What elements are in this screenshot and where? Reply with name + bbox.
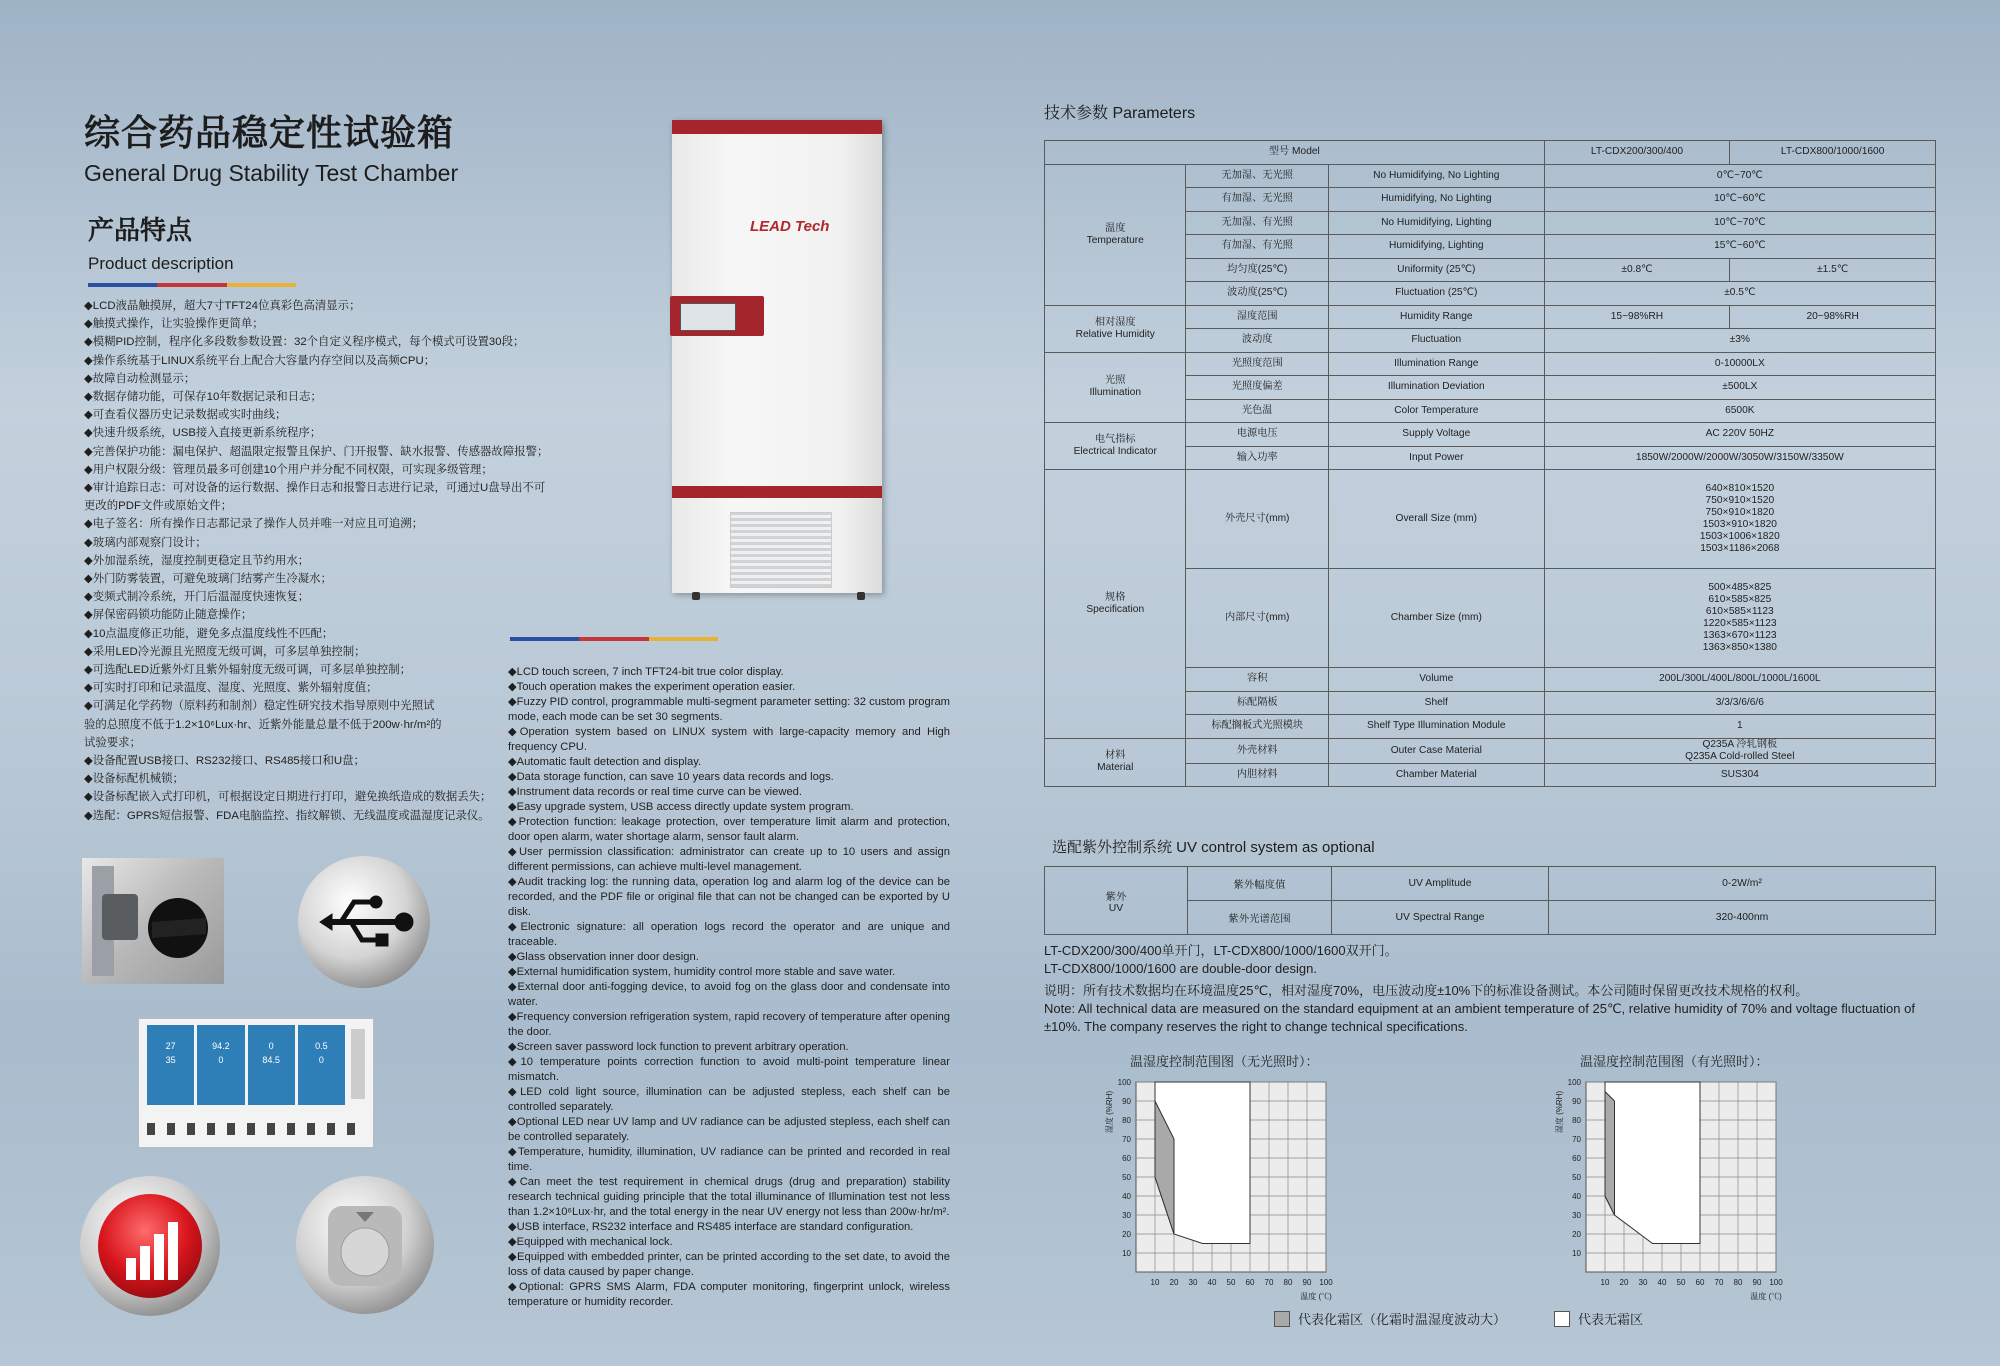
group-cell [1045,352,1186,423]
table-row [1045,352,1936,376]
control-panel [670,296,764,336]
humidity-temperature-chart-light [1548,1072,1788,1302]
param-value: ±500LX [1544,376,1935,400]
feature-item-en: ◆Audit tracking log: the running data, operation log and alarm log of the device can be recorded, and the PDF file or original file that can not be changed can be exported by U disk. [508,876,950,918]
y-tick-label: 60 [1122,1154,1131,1163]
feature-item-cn: ◆可查看仪器历史记录数据或实时曲线； [84,409,287,422]
model-label: 型号 Model [1045,141,1545,165]
feature-item-en: ◆Operation system based on LINUX system with large-capacity memory and High frequency CPU. [508,726,950,753]
stripe-yellow [227,283,296,287]
door-note-cn: LT-CDX200/300/400单开门，LT-CDX800/1000/1600双开门。 [1044,943,1398,958]
feature-item-en: ◆Temperature, humidity, illumination, UV radiance can be printed and recorded in real time. [508,1146,950,1173]
group-name-cn: 规格 [1105,591,1126,603]
x-tick-label: 100 [1319,1278,1333,1287]
y-tick-label: 40 [1572,1192,1581,1201]
x-tick-label: 50 [1226,1278,1236,1287]
mechanical-lock-icon [82,858,224,984]
x-axis-label: 温度 (℃) [1300,1292,1332,1301]
group-name-en: Temperature [1086,234,1144,246]
feature-item-en: ◆Data storage function, can save 10 years data records and logs. [508,771,834,783]
group-name-cn: 材料 [1105,750,1126,762]
param-value: ±0.8℃ [1544,258,1730,282]
param-name-cn: 标配隔板 [1186,691,1328,715]
feature-item-en: ◆LCD touch screen, 7 inch TFT24-bit true color display. [508,666,784,678]
y-tick-label: 50 [1572,1173,1581,1182]
screen-readouts [147,1025,345,1105]
notes [1044,942,1944,1036]
param-name-en: Humidifying, No Lighting [1328,188,1544,212]
param-name-cn: 光色温 [1186,399,1328,423]
feature-item-en: ◆Optional: GPRS SMS Alarm, FDA computer monitoring, fingerprint unlock, wireless temperature or humidity recorder. [508,1281,950,1308]
param-name-en: Shelf [1328,691,1544,715]
table-row [1045,305,1936,329]
param-name-en: Humidifying, Lighting [1328,235,1544,259]
param-name-cn: 波动度 [1186,329,1328,353]
feature-item-cn: ◆故障自动检测显示； [84,372,196,385]
readout-value: 0 [268,1041,274,1051]
param-name-cn: 有加湿、有光照 [1186,235,1328,259]
param-value: SUS304 [1544,763,1935,787]
top-trim [672,120,882,134]
param-value: ±0.5℃ [1544,282,1935,306]
legend-nofrost-label: 代表无霜区 [1578,1312,1644,1327]
param-value: 10℃~60℃ [1544,188,1935,212]
param-name-en: Illumination Deviation [1328,376,1544,400]
feature-item-cn: ◆触摸式操作，让实验操作更简单； [84,318,264,331]
param-value: 3/3/3/6/6/6 [1544,691,1935,715]
param-value: ±3% [1544,329,1935,353]
side-buttons [351,1029,365,1099]
group-name-cn: 光照 [1105,375,1126,387]
y-tick-label: 50 [1122,1173,1131,1182]
feature-item-en: ◆External door anti-fogging device, to avoid fog on the glass door and condensate into water. [508,981,950,1008]
feature-item-en: ◆USB interface, RS232 interface and RS485 interface are standard configuration. [508,1221,914,1233]
uv-section-title: 选配紫外控制系统 UV control system as optional [1052,839,1375,856]
color-stripe [88,283,296,287]
param-name-cn: 光照度偏差 [1186,376,1328,400]
param-name-en: No Humidifying, No Lighting [1328,164,1544,188]
feature-item-en: ◆Equipped with embedded printer, can be printed according to the set date, to avoid the loss of data caused by paper change. [508,1251,950,1278]
x-tick-label: 100 [1769,1278,1783,1287]
feature-item-cn: ◆玻璃内部观察门设计； [84,536,207,549]
x-tick-label: 10 [1150,1278,1160,1287]
param-name-cn: 外壳材料 [1186,738,1328,763]
param-name-en: Shelf Type Illumination Module [1328,715,1544,739]
param-name-en: Supply Voltage [1328,423,1544,447]
x-tick-label: 10 [1600,1278,1610,1287]
param-value: 0-10000LX [1544,352,1935,376]
param-name-cn: 光照度范围 [1186,352,1328,376]
param-name-en: Outer Case Material [1328,738,1544,763]
uv-row-value: 0-2W/m² [1549,867,1936,901]
feature-item-cn: ◆电子签名：所有操作日志都记录了操作人员并唯一对应且可追溯； [84,518,424,531]
legend-frost-label: 代表化霜区（化霜时温湿度波动大） [1298,1312,1507,1327]
x-tick-label: 60 [1695,1278,1705,1287]
x-tick-label: 80 [1733,1278,1743,1287]
feature-item-cn: ◆变频式制冷系统，开门后温湿度快速恢复； [84,591,310,604]
y-tick-label: 90 [1122,1097,1131,1106]
feature-item-cn: ◆外加湿系统，湿度控制更稳定且节约用水； [84,554,310,567]
legend-swatch-frost [1274,1311,1290,1327]
x-tick-label: 20 [1619,1278,1629,1287]
feature-item-en: ◆Instrument data records or real time curve can be viewed. [508,786,803,798]
stripe-red [579,637,648,641]
feature-item-en: ◆External humidification system, humidity control more stable and save water. [508,966,896,978]
y-tick-label: 70 [1122,1135,1131,1144]
y-tick-label: 10 [1572,1249,1581,1258]
stripe-red [157,283,226,287]
table-row [1045,423,1936,447]
feature-item-en: ◆Fuzzy PID control, programmable multi-segment parameter setting: 32 custom program mode, each mode can be set 30 segments. [508,696,950,723]
vent-grille [730,512,832,588]
group-name-cn: 温度 [1105,222,1126,234]
product-chamber-image [672,120,892,600]
param-value: 640×810×1520 750×910×1520 750×910×1820 1503×910×1820 1503×1006×1820 1503×1186×2068 [1544,470,1935,569]
feature-item-en: ◆Electronic signature: all operation logs record the operator and are unique and traceable. [508,921,950,948]
signal-strength-icon [78,1174,222,1318]
y-tick-label: 20 [1572,1230,1581,1239]
param-name-en: Chamber Material [1328,763,1544,787]
feature-item-cn: ◆模糊PID控制，程序化多段数参数设置：32个自定义程序模式，每个模式可设置30段； [84,336,525,349]
group-cell [1045,738,1186,787]
param-value: 0℃~70℃ [1544,164,1935,188]
mid-trim [672,486,882,498]
readout-tile [147,1025,194,1105]
readout-value: 94.2 [212,1041,230,1051]
feature-item-cn: ◆可满足化学药物（原料药和制剂）稳定性研究技术指导原则中光照试 验的总照度不低于1.2×10⁶Lux·hr、近紫外能量总量不低于200w·hr/m²的 试验要求； [84,700,442,749]
y-tick-label: 70 [1572,1135,1581,1144]
feature-item-cn: ◆设备标配嵌入式打印机，可根据设定日期进行打印，避免换纸造成的数据丢失； [84,791,492,804]
param-name-en: Volume [1328,668,1544,692]
param-name-cn: 输入功率 [1186,446,1328,470]
param-value: 15℃~60℃ [1544,235,1935,259]
param-name-cn: 外壳尺寸(mm) [1186,470,1328,569]
x-tick-label: 80 [1283,1278,1293,1287]
y-tick-label: 100 [1117,1078,1131,1087]
param-name-en: Input Power [1328,446,1544,470]
spec-note-en: Note: All technical data are measured on the standard equipment at an ambient temperature of 25℃, relative humidity of 70% and voltage fluctuation of ±10%. The company reserves the right to change technical specifications. [1044,1001,1915,1034]
param-name-cn: 容积 [1186,668,1328,692]
param-name-en: Humidity Range [1328,305,1544,329]
param-name-en: Color Temperature [1328,399,1544,423]
param-value: Q235A 冷轧钢板 Q235A Cold-rolled Steel [1544,738,1935,763]
parameters-table [1044,140,1936,787]
x-tick-label: 70 [1264,1278,1274,1287]
model-cell: LT-CDX200/300/400 [1544,141,1730,165]
feature-item-cn: ◆设备标配机械锁； [84,773,184,786]
spec-note-cn: 说明：所有技术数据均在环境温度25℃，相对湿度70%，电压波动度±10%下的标准设备测试。本公司随时保留更改技术规格的权利。 [1044,983,1809,998]
feature-item-en: ◆LED cold light source, illumination can be adjusted stepless, each shelf can be controlled separately. [508,1086,950,1113]
param-name-cn: 内部尺寸(mm) [1186,569,1328,668]
param-name-en: Illumination Range [1328,352,1544,376]
group-name-cn: 相对湿度 [1094,316,1136,328]
x-tick-label: 20 [1169,1278,1179,1287]
param-value: 15~98%RH [1544,305,1730,329]
param-name-en: Fluctuation (25℃) [1328,282,1544,306]
chart-title: 温湿度控制范围图（无光照时）： [1130,1054,1319,1069]
param-value: 1850W/2000W/2000W/3050W/3150W/3350W [1544,446,1935,470]
group-name-en: Material [1097,762,1134,774]
y-tick-label: 80 [1572,1116,1581,1125]
feature-item-en: ◆Optional LED near UV lamp and UV radiance can be adjusted stepless, each shelf can be controlled separately. [508,1116,950,1143]
feature-item-cn: ◆可实时打印和记录温度、湿度、光照度、紫外辐射度值； [84,682,378,695]
legend-nofrost [1554,1309,1643,1328]
uv-row-en: UV Amplitude [1332,867,1549,901]
group-cell [1045,470,1186,739]
uv-group-cn: 紫外 [1105,891,1127,903]
features-list-en [508,665,950,1310]
group-name-en: Illumination [1089,387,1141,399]
param-name-en: No Humidifying, Lighting [1328,211,1544,235]
chamber-cabinet [672,120,882,593]
param-value: 1 [1544,715,1935,739]
table-row [1045,867,1936,901]
frost-region [1605,1082,1615,1215]
y-tick-label: 100 [1567,1078,1581,1087]
touchscreen-display-image [138,1018,374,1148]
param-value: 20~98%RH [1730,305,1936,329]
param-value: AC 220V 50HZ [1544,423,1935,447]
legend-swatch-nofrost [1554,1311,1570,1327]
feature-item-en: ◆10 temperature points correction function to avoid multi-point temperature linear mismatch. [508,1056,950,1083]
y-tick-label: 90 [1572,1097,1581,1106]
y-tick-label: 60 [1572,1154,1581,1163]
title-en: General Drug Stability Test Chamber [84,160,459,186]
uv-row-en: UV Spectral Range [1332,901,1549,935]
title-cn: 综合药品稳定性试验箱 [84,112,455,153]
feature-item-cn: ◆完善保护功能：漏电保护、超温限定报警且保护、门开报警、缺水报警、传感器故障报警； [84,445,549,458]
group-name-en: Specification [1086,603,1145,615]
model-cell: LT-CDX800/1000/1600 [1730,141,1936,165]
stripe-yellow [649,637,718,641]
humidity-temperature-chart-no-light [1098,1072,1338,1302]
stripe-blue [88,283,157,287]
chart-title: 温湿度控制范围图（有光照时）： [1580,1054,1769,1069]
feature-item-en: ◆Glass observation inner door design. [508,951,699,963]
feature-item-cn: ◆快速升级系统，USB接入直接更新系统程序； [84,427,322,440]
readout-value: 0 [318,1055,324,1065]
feature-item-cn: ◆用户权限分级：管理员最多可创建10个用户并分配不同权限，可实现多级管理； [84,463,493,476]
table-row [1045,470,1936,569]
feature-item-cn: ◆采用LED冷光源且光照度无级可调，可多层单独控制； [84,645,366,658]
feature-item-en: ◆Easy upgrade system, USB access directly update system program. [508,801,854,813]
uv-row-value: 320-400nm [1549,901,1936,935]
param-name-cn: 湿度范围 [1186,305,1328,329]
feature-item-en: ◆Frequency conversion refrigeration system, rapid recovery of temperature after opening the door. [508,1011,950,1038]
group-cell [1045,305,1186,352]
x-tick-label: 40 [1657,1278,1667,1287]
features-heading-en: Product description [88,254,234,273]
table-header-row [1045,141,1936,165]
uv-group-cell [1045,867,1188,935]
usb-icon [296,854,432,990]
param-value: 200L/300L/400L/800L/1000L/1600L [1544,668,1935,692]
param-name-en: Fluctuation [1328,329,1544,353]
readout-tile [197,1025,244,1105]
param-name-cn: 内胆材料 [1186,763,1328,787]
x-axis-label: 温度 (℃) [1750,1292,1782,1301]
feature-item-cn: ◆10点温度修正功能，避免多点温度线性不匹配； [84,627,334,640]
features-list-cn [84,297,574,825]
param-value: 500×485×825 610×585×825 610×585×1123 1220×585×1123 1363×670×1123 1363×850×1380 [1544,569,1935,668]
param-value: 6500K [1544,399,1935,423]
y-axis-label: 湿度 (%RH) [1555,1090,1564,1134]
x-tick-label: 40 [1207,1278,1217,1287]
readout-tile [298,1025,345,1105]
readout-value: 0.5 [315,1041,328,1051]
feature-item-en: ◆Protection function: leakage protection, over temperature limit alarm and protection, door open alarm, water shortage alarm, sensor fault alarm. [508,816,950,843]
x-tick-label: 60 [1245,1278,1255,1287]
readout-tile [248,1025,295,1105]
param-name-cn: 均匀度(25℃) [1186,258,1328,282]
y-tick-label: 10 [1122,1249,1131,1258]
group-name-cn: 电气指标 [1094,434,1136,445]
uv-group-en: UV [1108,902,1124,914]
x-tick-label: 30 [1188,1278,1198,1287]
legend-frost [1274,1309,1506,1328]
param-value: ±1.5℃ [1730,258,1936,282]
param-value: 10℃~70℃ [1544,211,1935,235]
y-tick-label: 40 [1122,1192,1131,1201]
feature-item-cn: ◆可选配LED近紫外灯且紫外辐射度无级可调，可多层单独控制； [84,664,412,677]
feature-item-cn: ◆屏保密码锁功能防止随意操作； [84,609,253,622]
x-tick-label: 90 [1302,1278,1312,1287]
group-cell [1045,423,1186,470]
group-name-en: Relative Humidity [1075,328,1155,340]
feature-item-cn: ◆操作系统基于LINUX系统平台上配合大容量内存空间以及高频CPU； [84,354,436,367]
param-name-cn: 波动度(25℃) [1186,282,1328,306]
bottom-toolbar-icons [147,1123,357,1135]
y-tick-label: 80 [1122,1116,1131,1125]
readout-value: 84.5 [262,1055,280,1065]
feature-item-en: ◆Screen saver password lock function to prevent arbitrary operation. [508,1041,849,1053]
table-row [1045,164,1936,188]
feature-item-cn: ◆选配：GPRS短信报警、FDA电脑监控、指纹解锁、无线温度或温湿度记录仪。 [84,809,490,822]
y-tick-label: 30 [1122,1211,1131,1220]
x-tick-label: 90 [1752,1278,1762,1287]
group-name-en: Electrical Indicator [1073,446,1157,457]
brand-logo: LEAD Tech [750,218,830,235]
param-name-cn: 无加湿、有光照 [1186,211,1328,235]
param-name-cn: 标配搁板式光照模块 [1186,715,1328,739]
x-tick-label: 30 [1638,1278,1648,1287]
feature-item-cn: ◆外门防雾装置，可避免玻璃门结雾产生冷凝水； [84,573,332,586]
y-tick-label: 30 [1572,1211,1581,1220]
y-tick-label: 20 [1122,1230,1131,1239]
x-tick-label: 70 [1714,1278,1724,1287]
param-name-en: Chamber Size (mm) [1328,569,1544,668]
feature-item-en: ◆Equipped with mechanical lock. [508,1236,673,1248]
feature-item-en: ◆Automatic fault detection and display. [508,756,702,768]
table-row [1045,738,1936,763]
feature-item-en: ◆User permission classification: administrator can create up to 10 users and assign different permissions, can achieve multi-level management. [508,846,950,873]
uv-row-cn: 紫外幅度值 [1188,867,1332,901]
param-name-cn: 电源电压 [1186,423,1328,447]
parameters-title: 技术参数 Parameters [1044,105,1196,122]
param-name-cn: 无加湿、无光照 [1186,164,1328,188]
uv-row-cn: 紫外光谱范围 [1188,901,1332,935]
param-name-cn: 有加湿、无光照 [1186,188,1328,212]
x-tick-label: 50 [1676,1278,1686,1287]
door-note-en: LT-CDX800/1000/1600 are double-door design. [1044,961,1317,976]
param-name-en: Uniformity (25℃) [1328,258,1544,282]
features-heading-cn: 产品特点 [88,215,193,245]
readout-value: 0 [218,1055,224,1065]
group-cell [1045,164,1186,305]
readout-value: 35 [165,1055,176,1065]
fingerprint-unlock-icon [294,1174,436,1316]
feature-item-cn: ◆LCD液晶触摸屏，超大7寸TFT24位真彩色高清显示； [84,300,361,312]
panel-screen [680,303,736,331]
param-name-en: Overall Size (mm) [1328,470,1544,569]
chamber-foot [857,592,865,600]
y-axis-label: 湿度 (%RH) [1105,1090,1114,1134]
uv-table [1044,866,1936,935]
feature-item-en: ◆Can meet the test requirement in chemical drugs (drug and preparation) stability research technical guiding principle that the total illuminance of Illumination test not less than 1.2×10⁶Lux·hr, and the total energy in the near UV energy not less than 200w·hr/m². [508,1176,950,1218]
feature-item-cn: ◆设备配置USB接口、RS232接口、RS485接口和U盘； [84,755,365,768]
readout-value: 27 [165,1041,176,1051]
feature-item-en: ◆Touch operation makes the experiment operation easier. [508,681,796,693]
feature-item-cn: ◆数据存储功能，可保存10年数据记录和日志； [84,391,322,404]
feature-item-cn: ◆审计追踪日志：可对设备的运行数据、操作日志和报警日志进行记录，可通过U盘导出不可 更改的PDF文件或原始文件； [84,482,546,513]
chamber-foot [692,592,700,600]
